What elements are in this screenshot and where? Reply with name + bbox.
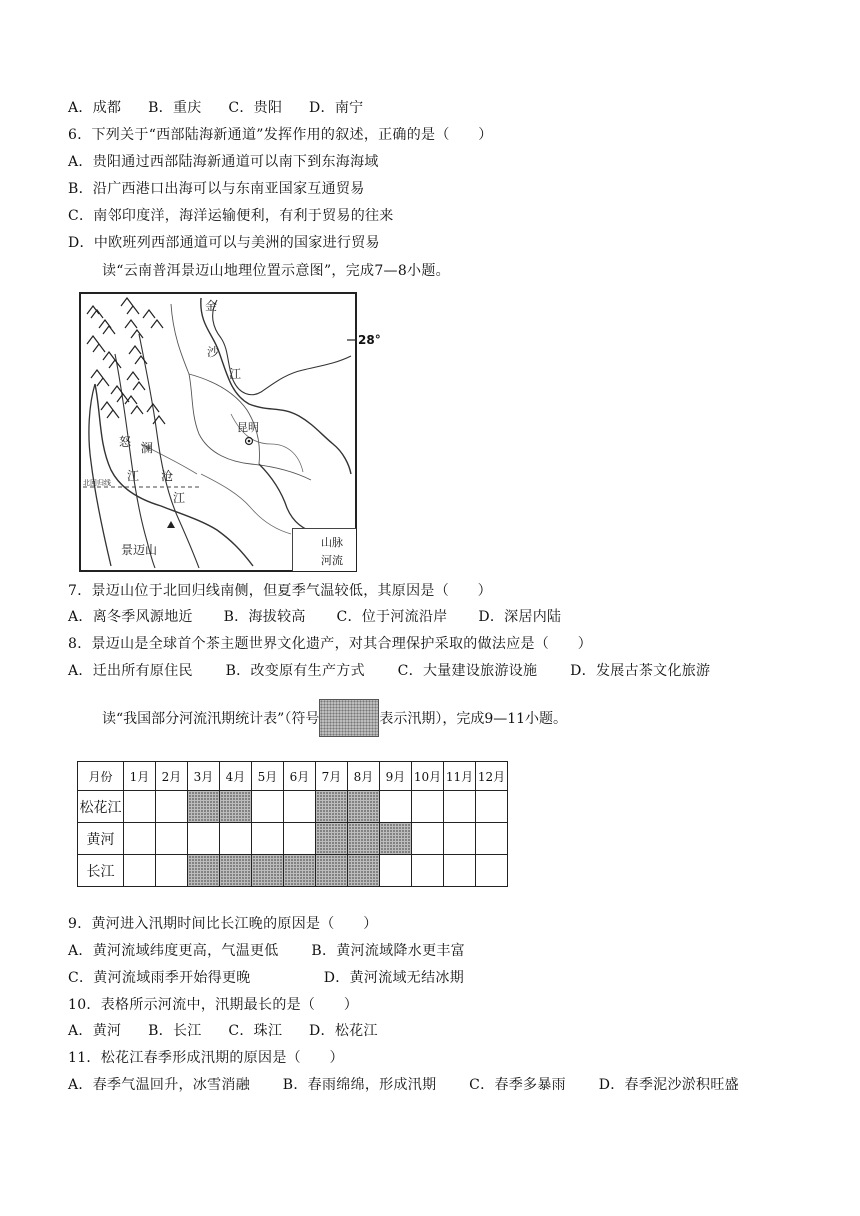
table-row — [78, 791, 508, 823]
q9-option-a: A．黄河流域纬度更高，气温更低 — [68, 943, 279, 959]
q11-option-a: A．春季气温回升，冰雪消融 — [68, 1077, 251, 1093]
flood-cell-shaded — [252, 855, 284, 887]
q11-option-b: B．春雨绵绵，形成汛期 — [282, 1077, 437, 1093]
flood-cell-shaded — [348, 791, 380, 823]
q7-option-c: C．位于河流沿岸 — [336, 609, 448, 625]
flood-cell-empty — [124, 791, 156, 823]
map-label-jin: 金 — [205, 299, 218, 313]
q11-option-c: C．春季多暴雨 — [469, 1077, 566, 1093]
river-flood-table — [77, 761, 508, 887]
flood-cell-empty — [156, 791, 188, 823]
header-month-2: 2月 — [156, 762, 188, 791]
map-label-jiang-nu: 江 — [127, 469, 140, 483]
q6-option-a: A．贵阳通过西部陆海新通道可以南下到东海海域 — [68, 154, 379, 170]
river-name: 松花江 — [78, 791, 124, 823]
q8-option-a: A．迁出所有原住民 — [68, 663, 193, 679]
flood-cell-empty — [476, 855, 508, 887]
flood-cell-empty — [380, 791, 412, 823]
q9-options-row1 — [68, 942, 487, 960]
flood-cell-shaded — [348, 823, 380, 855]
header-month-8: 8月 — [348, 762, 380, 791]
flood-cell-shaded — [316, 791, 348, 823]
map-label-sha: 沙 — [207, 345, 220, 359]
map-label-jingmai-mountain: 景迈山 — [121, 543, 158, 557]
flood-cell-empty — [444, 855, 476, 887]
table-intro — [102, 698, 567, 738]
flood-cell-shaded — [316, 823, 348, 855]
q6-option-b: B．沿广西港口出海可以与东南亚国家互通贸易 — [68, 181, 365, 197]
map-label-kunming: 昆明 — [237, 421, 259, 434]
header-month-12: 12月 — [476, 762, 508, 791]
flood-cell-empty — [476, 823, 508, 855]
q7-stem: 7．景迈山位于北回归线南侧，但夏季气温较低，其原因是（ ） — [68, 583, 492, 599]
q10-option-d: D．松花江 — [309, 1023, 378, 1039]
legend-mountain-label: 山脉 — [321, 536, 343, 549]
table-header-row — [78, 762, 508, 791]
flood-cell-empty — [124, 823, 156, 855]
river-name: 黄河 — [78, 823, 124, 855]
q11-options — [68, 1076, 739, 1094]
legend-river-label: 河流 — [321, 554, 343, 567]
q5-option-b: B．重庆 — [148, 100, 202, 116]
flood-cell-empty — [284, 823, 316, 855]
q7-option-b: B．海拔较高 — [223, 609, 306, 625]
q10-option-b: B．长江 — [148, 1023, 202, 1039]
flood-period-symbol — [319, 699, 379, 737]
q5-option-c: C．贵阳 — [228, 100, 283, 116]
map-label-lan: 澜 — [141, 441, 154, 455]
q7-option-d: D．深居内陆 — [478, 609, 562, 625]
q10-option-c: C．珠江 — [228, 1023, 283, 1039]
q9-options-row2 — [68, 969, 486, 987]
flood-cell-shaded — [188, 791, 220, 823]
flood-cell-empty — [188, 823, 220, 855]
q8-stem: 8．景迈山是全球首个茶主题世界文化遗产，对其合理保护采取的做法应是（ ） — [68, 636, 593, 652]
q11-option-d: D．春季泥沙淤积旺盛 — [598, 1077, 739, 1093]
table-row — [78, 823, 508, 855]
header-month-10: 10月 — [412, 762, 444, 791]
flood-cell-empty — [444, 791, 476, 823]
q5-option-d: D．南宁 — [309, 100, 364, 116]
header-month-5: 5月 — [252, 762, 284, 791]
river-name: 长江 — [78, 855, 124, 887]
q9-option-c: C．黄河流域雨季开始得更晚 — [68, 970, 251, 986]
flood-cell-empty — [220, 823, 252, 855]
map-label-cang: 沧 — [161, 469, 174, 483]
flood-cell-empty — [380, 855, 412, 887]
flood-cell-empty — [412, 855, 444, 887]
q9-option-b: B．黄河流域降水更丰富 — [311, 943, 465, 959]
flood-cell-empty — [156, 823, 188, 855]
header-month-3: 3月 — [188, 762, 220, 791]
flood-cell-shaded — [348, 855, 380, 887]
table-intro-after: 表示汛期），完成9—11小题。 — [379, 711, 568, 727]
flood-cell-shaded — [380, 823, 412, 855]
yunnan-location-map — [79, 292, 357, 572]
map-label-tropic-of-cancer: 北回归线 — [83, 479, 111, 487]
q6-option-d: D．中欧班列西部通道可以与美洲的国家进行贸易 — [68, 235, 380, 251]
header-month-7: 7月 — [316, 762, 348, 791]
q7-option-a: A．离冬季风源地近 — [68, 609, 193, 625]
q9-stem: 9．黄河进入汛期时间比长江晚的原因是（ ） — [68, 916, 378, 932]
q10-option-a: A．黄河 — [68, 1023, 122, 1039]
header-month-11: 11月 — [444, 762, 476, 791]
map-label-jiang-lancang: 江 — [173, 491, 186, 505]
flood-cell-empty — [252, 823, 284, 855]
table-row — [78, 855, 508, 887]
flood-cell-empty — [124, 855, 156, 887]
q8-options — [68, 662, 710, 680]
q6-option-c: C．南邻印度洋，海洋运输便利，有利于贸易的往来 — [68, 208, 394, 224]
q9-option-d: D．黄河流域无结冰期 — [323, 970, 464, 986]
q8-option-c: C．大量建设旅游设施 — [397, 663, 538, 679]
map-label-nu: 怒 — [119, 435, 132, 449]
q7-options — [68, 608, 583, 626]
q5-options — [68, 99, 385, 117]
header-month-label: 月份 — [78, 762, 124, 791]
header-month-4: 4月 — [220, 762, 252, 791]
q6-stem: 6．下列关于“西部陆海新通道”发挥作用的叙述，正确的是（ ） — [68, 127, 493, 143]
q8-option-d: D．发展古茶文化旅游 — [570, 663, 711, 679]
q10-options — [68, 1022, 400, 1040]
header-month-1: 1月 — [124, 762, 156, 791]
flood-cell-shaded — [284, 855, 316, 887]
flood-cell-empty — [444, 823, 476, 855]
map-legend — [292, 528, 356, 571]
flood-cell-empty — [476, 791, 508, 823]
map-intro: 读“云南普洱景迈山地理位置示意图”，完成7—8小题。 — [102, 263, 450, 279]
flood-cell-empty — [412, 791, 444, 823]
flood-cell-empty — [412, 823, 444, 855]
flood-cell-shaded — [188, 855, 220, 887]
header-month-9: 9月 — [380, 762, 412, 791]
flood-cell-shaded — [220, 855, 252, 887]
flood-cell-shaded — [316, 855, 348, 887]
q5-option-a: A．成都 — [68, 100, 122, 116]
q10-stem: 10．表格所示河流中，汛期最长的是（ ） — [68, 997, 359, 1013]
q11-stem: 11．松花江春季形成汛期的原因是（ ） — [68, 1050, 344, 1066]
flood-cell-empty — [284, 791, 316, 823]
map-label-jiang-jinsha: 江 — [229, 367, 242, 381]
latitude-28-label: 28° — [358, 333, 381, 347]
flood-cell-shaded — [220, 791, 252, 823]
flood-cell-empty — [252, 791, 284, 823]
header-month-6: 6月 — [284, 762, 316, 791]
q8-option-b: B．改变原有生产方式 — [225, 663, 365, 679]
flood-cell-empty — [156, 855, 188, 887]
table-intro-before: 读“我国部分河流汛期统计表”（符号 — [102, 711, 320, 727]
